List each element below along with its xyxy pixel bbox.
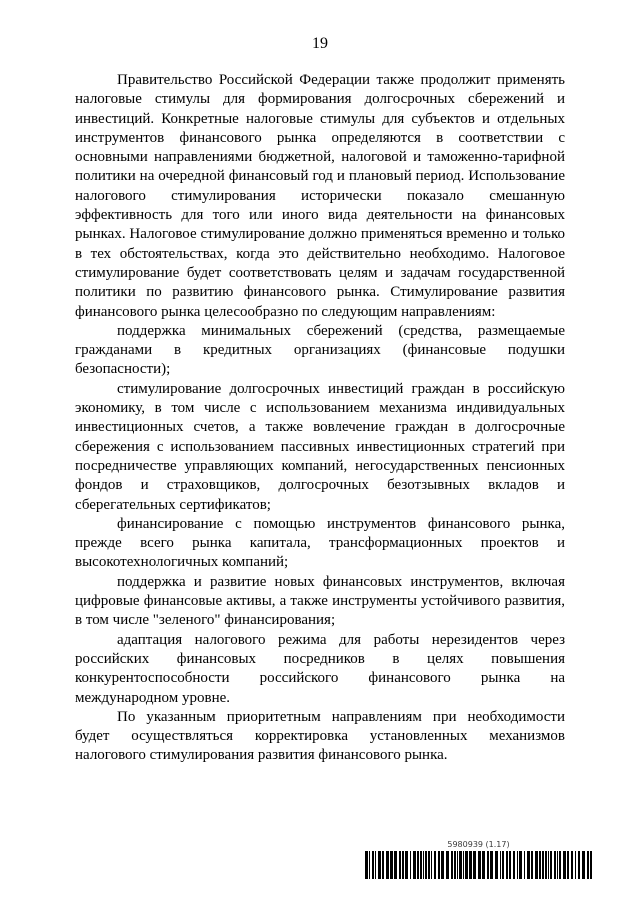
paragraph-closing: По указанным приоритетным направлениям при необходимости будет осуществляться корректировка установленных механизмов налогового стимулирования развития финансового рынка. [75,708,565,764]
paragraph-item-nonresidents: адаптация налогового режима для работы нерезидентов через российских финансовых посредников в целях повышения конкурентоспособности российского финансового рынка на международном уровне. [75,631,565,706]
paragraph-item-longterm-investment: стимулирование долгосрочных инвестиций граждан в российскую экономику, в том числе с использованием механизма индивидуальных инвестиционных счетов, а также вовлечение граждан в долгосрочные сбережения с использованием пассивных инвестиционных стратегий при посредничестве управляющих компаний, негосударственных пенсионных фондов и страховщиков, долгосрочных безотзывных вкладов и сберегательных сертификатов; [75,380,565,513]
document-body [75,71,565,766]
paragraph-item-financing: финансирование с помощью инструментов финансового рынка, прежде всего рынка капитала, трансформационных проектов и высокотехнологичных компаний; [75,515,565,571]
barcode [365,839,592,879]
paragraph-intro: Правительство Российской Федерации также продолжит применять налоговые стимулы для формирования долгосрочных сбережений и инвестиций. Конкретные налоговые стимулы для субъектов и отдельных инструментов финансового рынка определяются в соответствии с основными направлениями бюджетной, налоговой и таможенно-тарифной политики на очередной финансовый год и плановый период. Использование налогового стимулирования исторически показало смешанную эффективность для того или иного вида деятельности на финансовых рынках. Налоговое стимулирование должно применяться временно и только в тех обстоятельствах, когда это действительно необходимо. Налоговое стимулирование будет соответствовать целям и задачам государственной политики по развитию финансового рынка. Стимулирование развития финансового рынка целесообразно по следующим направлениям: [75,72,565,320]
paragraph-item-new-instruments: поддержка и развитие новых финансовых инструментов, включая цифровые финансовые активы, а также инструменты устойчивого развития, в том числе "зеленого" финансирования; [75,573,565,629]
barcode-label: 5980939 (1.17) [447,840,510,849]
paragraph-item-savings: поддержка минимальных сбережений (средства, размещаемые гражданами в кредитных организациях (финансовые подушки безопасности); [75,322,565,378]
barcode-bars-icon [365,851,592,879]
page-number: 19 [312,35,328,52]
